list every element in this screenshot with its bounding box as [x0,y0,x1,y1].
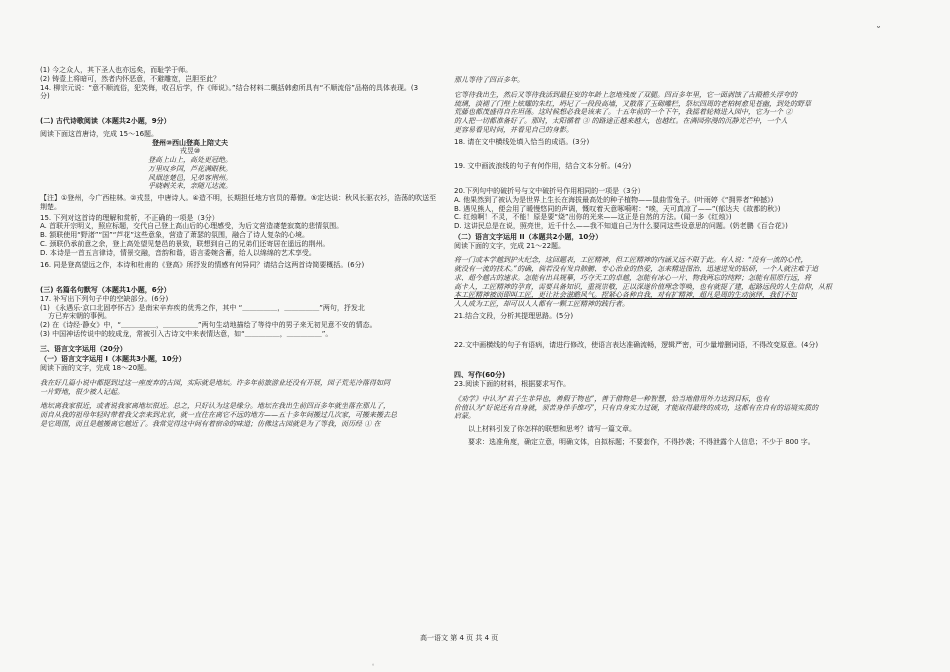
passage-line: 地坛离我家很近，或者说我家离地坛很近。总之，只好认为这是缘分。地坛在我出生前四百多年就坐落在那儿了， [40,402,390,411]
fill-line: (2) 在《诗经·静女》中，“＿＿＿＿＿，＿＿＿＿＿”两句生动地描绘了等待中的男子来无初见意不安的情态。 [40,321,377,329]
page-footer: 高一语文 第 4 页 共 4 页 [420,634,499,642]
question-18: 18. 请在文中横线处填入恰当的成语。(3分) [454,137,590,146]
fill-line: 方已弃宋朝的事例。 [48,312,111,321]
material-line: 启蒙。 [454,412,475,421]
option: C. 颈联仍承前意之余，登上高处望见楚邑的景致，联想到自己的兄弟们还寄居在遥远的荆州。 [40,239,330,248]
section-yy1-heading: （一）语言文字运用 I（本题共3小题，10分） [40,355,186,364]
question-15: 15. 下列对这首诗的理解和赏析，不正确的一项是（3分） [40,213,219,222]
poem-note: 【注】①登州，今广西桂林。②戎昱，中唐诗人。④造不明，长期担任地方官员的幕僚。⑤定达说：秋风长驱衣衫，浩荡的吹送至荆楚。 [40,194,437,211]
left-column [40,66,460,429]
poem-line: 登高上山上，高处更冠绝。 [148,156,232,164]
question-16: 16. 同是登高望远之作，本诗和杜甫的《登高》所抒发的情感有何异同？请结合这两首诗简要概括。(6分) [40,261,365,270]
poem-title: 登州⑩西山登高上陪丈夫 [152,138,228,147]
passage-line: 求、超今越古的速求。怎能有出具规摹，巧夺天工的卓越，怎能有冰心一片、物我两忘的纯粹；怎能有屈原行远，将 [454,273,811,282]
passage-line: 荒藤也都茂盛得自在坦荡。这时候想必我是该来了。十五年前的一个下午，我摇着轮椅进入园中，它为一个 ② [454,108,793,117]
section-poem-intro: 阅读下面这首唐诗，完成 15～16题。 [40,129,159,138]
poem-block [40,139,340,192]
question-20: 20.下列句中的破折号与文中破折号作用相同的一项是（3分） [454,187,645,195]
passage-line: 琉璃，淡褪了门壁上炫耀的朱红，坍圮了一段段高墙，又散落了玉砌雕栏，祭坛四周的老柏树愈见苍幽，到处的野草 [454,99,811,108]
passage-line: 高卡人，工匠精神的孕育，需要具备知识，重视崇敬，正以深遂价值理念等唤，也有就提了建，起路远段的人生信仰，从根 [454,282,832,291]
corner-mark: ˘ [876,26,881,37]
option: B. 颔联使用“野渚”“国”“芦花”这些意象，营造了萧瑟的氛围，融合了诗人复杂的心境。 [40,231,310,239]
option: D. 这讲民总是在说，照亮世，近千什么——我不知道自己为什么要同这些设意思的问题。(奶老鹏《百合花》) [454,222,788,230]
option: A. 首联开宗明义，照应标题，交代自己登上高山后的心理感受，为后文营造凄楚寂寞的悲情氛围。 [40,222,344,231]
question-21: 21.结合文段，分析其提理思路。(5分) [454,311,574,320]
section-mx-heading: (三) 名篇名句默写（本题共1小题，6分） [40,286,171,294]
passage-line: 更容易看见时间，并看见自己的身影。 [454,125,573,134]
text-line: (2) 铸壹上将暗可，然者内怀恶意，不避雕宽，岂胆至此？ [40,74,221,83]
material-line: 价值认为“好说还有自身就，须苦身伴手维巧”，只有自身实力过硬，才能取得最终的成功，这都有在自有的语境实质的 [454,403,819,412]
writing-prompt: 以上材料引发了你怎样的联想和思考？请写一篇文章。 [468,425,636,433]
option: D. 本诗是一首五言律诗，情景交融，音韵和谐，语言委婉含蓄，给人以绵绵的艺术享受。 [40,248,316,257]
passage-line: 我在好几篇小说中都提到过这一座废弃的古园，实际就是地坛。许多年前旅游业还没有开展，园子荒芜冷落得如同 [40,378,390,387]
passage-line: 将一门或本学越到护火纪念，这回题表，工匠精神，但工匠精神的内涵又远不限于此。有人说：“没有一流的心性， [454,256,808,265]
passage-line: 的人把一切都准备好了。那时，太阳循着 ③ 的路途正越来越大，也越红。在满园弥漫的沉静光芒中，一个人 [454,117,788,125]
question-17: 17. 补写出下列句子中的空缺部分。(6分) [40,294,169,303]
poem-line: 万里叹乡国，芦花满眼秋。 [148,164,232,173]
option: A. 他果然到了被认为是世界上生长在海拔最高处的种子植物——鼠曲雪兔子。(叶雨婷《“拥界者”种撼》) [454,195,774,204]
material-line: 《劝学》中认为“君子生非异也，善假于物也”，善于借物是一种智慧，恰当地借用外力达到目标，也有 [454,394,770,403]
question-19: 19. 文中画波浪线的句子有何作用，结合文本分析。(4分) [454,162,632,171]
passage-line: 那儿等待了四百多年。 [454,76,524,84]
right-column [454,76,894,447]
bottom-mark: 。 [372,660,379,667]
fill-line: (1) 《永遇乐·京口北固亭怀古》是南宋辛弃疾的优秀之作，其中 “＿＿＿＿＿，＿＿＿＿＿”两句，抒发北 [40,303,365,312]
option: C. 红烛啊！不灵，不能！原是要“烧”出你的光来——这正是自然的方法。(闻一多《红烛》) [454,213,732,222]
passage-line: 它等待我出生，然后又等待我活到最狂妄的年龄上忽地残废了双腿。四百多年里，它一面剥蚀了古殿檐头浮夸的 [454,90,797,99]
fill-line: (3) 中国神话传说中的较成龙，常被引入古诗文中来表情达意，如“＿＿＿＿＿，＿＿＿＿＿”。 [40,329,333,338]
passage-line: 人人成为工匠，却可以人人都有一颗工匠精神的践行者。 [454,300,629,308]
section-yy-heading: 三、语言文字运用（20分） [40,344,127,353]
yy2-intro: 阅读下面的文字，完成 21～22题。 [454,241,566,250]
poem-author: 戎昱⑩ [179,147,201,156]
question-22: 22.文中画横线的句子有语病，请进行修改，使语言表达准确流畅，逻辑严密，可少量增删词语，不得改变原意。(4分) [454,340,819,349]
passage-line: 是它周围，而且是越搬离它越近了。我常觉得这中间有着宿命的味道；仿佛这古园就是为了等我，而历经 ① 在 [40,419,381,428]
yy1-intro: 阅读下面的文字，完成 18～20题。 [40,364,152,372]
question-23: 23.阅读下面的材料，根据要求写作。 [454,380,571,388]
question-14: 14. 柳宗元说：“意不顺流俗，犯笑侮，收召后学，作《师说》。”结合材料二概括韩愈所具有“不顺流俗”品格的具体表现。(3分) [40,83,419,101]
passage-line: 而自从我的祖母年轻时带着我父亲来到北京，就一直住在离它不远的地方——五十多年间搬过几次家，可搬来搬去总 [40,411,397,419]
passage-line: 就没有一流的技术。”的确，倘若没有发自肺腑、专心治业的热爱，怎来精进图治、迅速迸发的钻研，一个人就注难于追 [454,265,819,273]
section-poem-heading: (二) 古代诗歌阅读（本题共2小题，9分） [40,117,171,125]
section-writing-heading: 四、写作(60分) [454,371,506,380]
poem-line: 风烟连楚邑，兄弟客荆州。 [148,173,232,182]
writing-requirements: 要求：选准角度，确定立意，明确文体，自拟标题；不要套作，不得抄袭；不得泄露个人信息；不少于 800 字。 [468,437,815,446]
section-yy2-heading: （二）语言文字运用 II（本题共2小题，10分） [454,232,603,241]
passage-line: 一片野地，很少被人记起。 [40,387,124,396]
poem-line: 乎晓刺关未，亲随兀达流。 [148,182,232,191]
text-line: (1) 今之众人，其下圣人也亦远矣，而耻学于师。 [40,66,193,74]
underlined-sentence: 本工匠精神被而即叫工匠，更让社会滋瞻风气。捏紧心各种自我，对有扩精神，超凡是周的生动演绎，我们不如 [454,291,797,300]
option: B. 遇见熊人，便会用了暖慢悠同的声调，慨叹着天意啄嗬咐：“唉，天可真凉了——”(郁达夫《故都的秋》) [454,204,781,213]
